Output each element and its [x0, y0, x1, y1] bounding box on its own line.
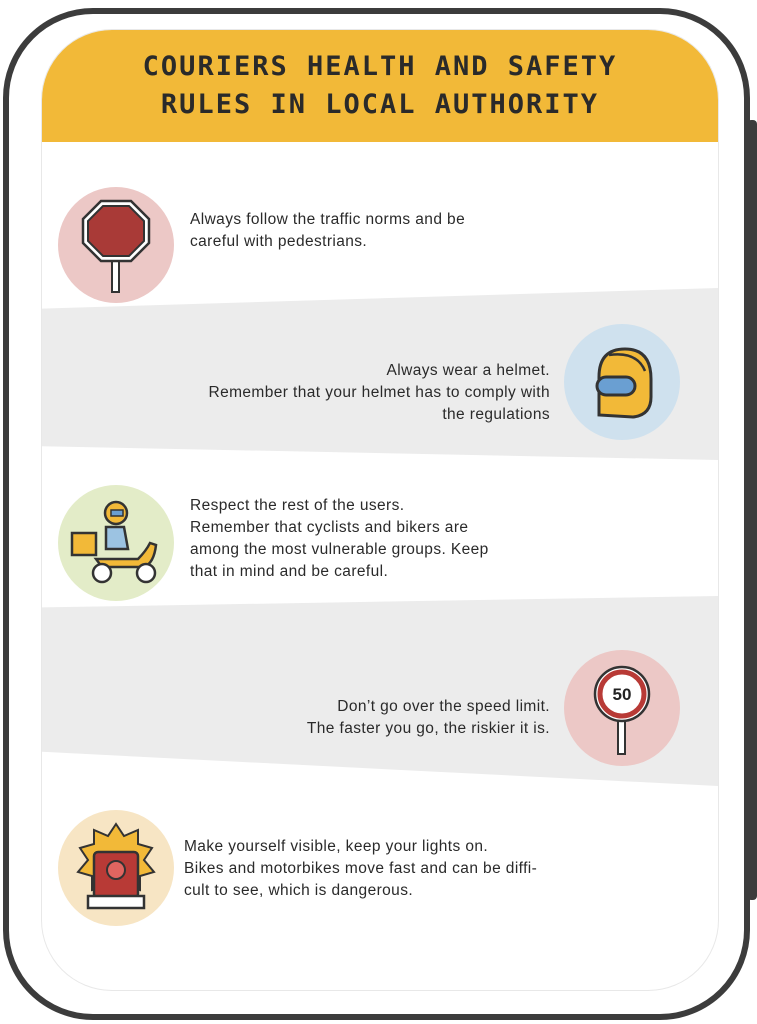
- rule-visibility: [42, 810, 718, 930]
- header-title-line-2: RULES IN LOCAL AUTHORITY: [160, 89, 600, 120]
- rule-3-line-2: Remember that cyclists and bikers are: [190, 519, 469, 536]
- rule-4-line-2: The faster you go, the riskier it is.: [306, 720, 550, 737]
- rule-2-text: [62, 360, 550, 426]
- rule-1-text: [190, 209, 465, 253]
- rule-2-line-2: Remember that your helmet has to comply with: [208, 384, 550, 401]
- helmet-icon: [564, 324, 680, 440]
- rule-3-line-1: Respect the rest of the users.: [190, 497, 405, 514]
- speed-limit-value: 50: [612, 685, 632, 704]
- rule-5-line-2: Bikes and motorbikes move fast and can be diffi-: [184, 860, 538, 877]
- infographic-card: [42, 30, 718, 990]
- rule-speed-limit: [42, 650, 718, 770]
- courier-scooter-icon: [58, 485, 174, 601]
- rule-5-text: [184, 836, 537, 902]
- speed-limit-sign-icon: [564, 650, 680, 766]
- rule-traffic-norms: [42, 185, 718, 305]
- rule-2-line-3: the regulations: [442, 406, 550, 423]
- header: [42, 30, 718, 142]
- rule-helmet: [42, 324, 718, 444]
- rule-4-text: [62, 696, 550, 740]
- rule-3-text: [190, 495, 489, 583]
- rule-2-line-1: Always wear a helmet.: [386, 362, 550, 379]
- rule-3-line-4: that in mind and be careful.: [190, 563, 389, 580]
- warning-light-icon: [58, 810, 174, 926]
- stop-sign-icon: [58, 187, 174, 303]
- rule-5-line-1: Make yourself visible, keep your lights on.: [184, 838, 489, 855]
- rule-1-line-2: careful with pedestrians.: [190, 233, 368, 250]
- header-title-line-1: COURIERS HEALTH AND SAFETY: [142, 51, 618, 82]
- rule-respect-users: [42, 485, 718, 605]
- rule-4-line-1: Don’t go over the speed limit.: [337, 698, 550, 715]
- rule-3-line-3: among the most vulnerable groups. Keep: [190, 541, 489, 558]
- frame-shadow: [747, 120, 757, 900]
- rule-1-line-1: Always follow the traffic norms and be: [190, 211, 466, 228]
- rule-5-line-3: cult to see, which is dangerous.: [184, 882, 414, 899]
